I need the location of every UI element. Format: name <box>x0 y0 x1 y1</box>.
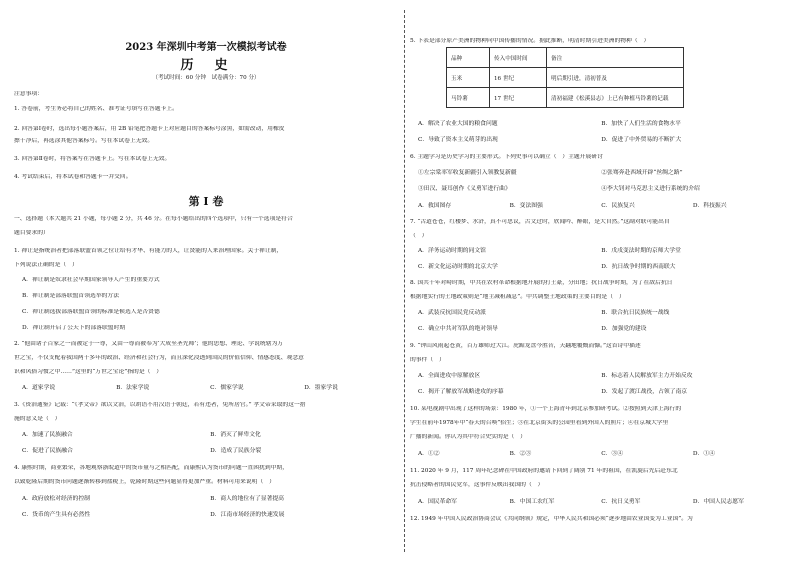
species-table <box>446 47 684 108</box>
notice-4: 4. 考试结束后，将本试卷和答题卡一并交回。 <box>14 174 132 180</box>
notice-2-cont: 擦干净后，再选涂其他答案标号。写在本试卷上无效。 <box>14 138 154 144</box>
q2-option-d: D．墨家学说 <box>304 385 338 391</box>
q10-stem-2: 学生在前年1978年中“春天的召唤”招生；③在北京街头的公园里看到外国人的照片；④在京城大学里 <box>410 420 669 426</box>
table-row <box>447 68 684 88</box>
q7-options-row-2 <box>410 264 792 271</box>
q4-option-a: A．政府放松对经济的控制 <box>22 496 90 502</box>
notice-1: 1. 答卷前，考生务必将自己的姓名、准考证号填写在答题卡上。 <box>14 106 178 112</box>
q9-option-a: A．全面进攻中原解放区 <box>418 373 481 379</box>
q2-option-c: C．儒家学说 <box>210 385 244 391</box>
q10-option-c: C．③④ <box>601 451 624 457</box>
q8-stem-1: 8. 国共十年对峙时期，中共在农村革命根据地开展的打土豪，分田地；抗日战争时期，为了在敌后抗日 <box>410 280 673 286</box>
q6-event-3: ③田汉、聂耳创作《义勇军进行曲》 <box>418 186 511 192</box>
q11-option-b: B．中国工农红军 <box>509 499 555 505</box>
q10-options <box>410 451 792 458</box>
q6-stem: 6. 主题学习是历史学习的主要形式。下列史事可以确立（ ）主题开展研讨 <box>410 154 603 160</box>
table-cell: 马铃薯 <box>447 88 490 108</box>
subject-title: 历 史 <box>180 58 232 73</box>
q6-options <box>410 203 792 210</box>
q4-stem-2: 以致乾隆后期的货币问题逐渐转移到盐税上，乾隆时期这些问题显得更加严重。材料可用来说明（ ） <box>14 479 275 485</box>
table-cell: 清初福建《松溪县志》上已有种植马铃薯的记载 <box>547 88 684 108</box>
q8-option-b: B．联合抗日民族统一战线 <box>601 310 670 316</box>
q6-option-a: A．救国图存 <box>418 203 452 209</box>
q6-event-2: ②张骞奔赴西域开辟“丝绸之路” <box>601 170 683 176</box>
q6-option-c: C．民族复兴 <box>601 203 635 209</box>
table-cell: 17 世纪 <box>490 88 547 108</box>
q7-stem-1: 7. “古道苍苍，红楼梦、水浒，真不可思议，古文过时，欣闻吟、醉眼，是大自然。”这副对联可能出自 <box>410 219 670 225</box>
q3-stem-1: 3.《资治通鉴》记载：“《孝文帝》欲以文治，以胡语不用汉语于朝廷，若有违者，免所居官。” 孝文帝采取的这一措 <box>14 402 306 408</box>
q10-stem-3: 广播的新闻。你认为其中符合史实的是（ ） <box>410 434 526 440</box>
table-cell: 玉米 <box>447 68 490 88</box>
table-header-cell: 传入中国时间 <box>490 48 547 68</box>
table-row <box>447 88 684 108</box>
q1-stem-1: 1. 禅让是指统治者把部落联盟首领之位让给有才华、有能力的人，让贤能的人来治理国家。关于禅让制， <box>14 248 283 254</box>
q6-event-4: ④李大钊对马克思主义进行系统的介绍 <box>601 186 700 192</box>
q2-option-b: B．法家学说 <box>116 385 150 391</box>
q8-options-row-2 <box>410 326 792 333</box>
q1-option-c: C．禅让制选拔部落联盟首领的标准是候选人是否贤德 <box>22 309 160 315</box>
q5-option-d: D．促进了中外贸易的不断扩大 <box>601 137 682 143</box>
q4-option-d: D．江南市场经济的快速发展 <box>210 512 285 518</box>
q3-option-c: C．促进了民族融合 <box>22 448 73 454</box>
q7-option-a: A．洋务运动时期的同文馆 <box>418 248 486 254</box>
q7-option-c: C．新文化运动时期的北京大学 <box>418 264 498 270</box>
instructions-line-2: 题目要求的） <box>14 230 49 236</box>
q10-option-d: D．①④ <box>692 451 715 457</box>
q4-option-b: B．商人的地位有了显著提高 <box>210 496 284 502</box>
q3-option-d: D．造成了民族分裂 <box>210 448 262 454</box>
q8-option-a: A．武装反抗国民党反动派 <box>418 310 486 316</box>
notice-heading: 注意事项： <box>14 91 43 97</box>
q3-option-a: A．加速了民族融合 <box>22 432 73 438</box>
exam-title: 2023 年深圳中考第一次模拟考试卷 <box>125 42 287 53</box>
q9-option-b: B．标志着人民解放军主力开始反攻 <box>601 373 693 379</box>
q12-stem-1: 12. 1949 年中国人民政治协商会议《共同纲领》规定，中华人民共和国必须“逐步地由农业国变为工业国”。为 <box>410 516 693 522</box>
q5-options-row-1 <box>410 121 792 128</box>
q6-events-row-1 <box>410 170 792 177</box>
q4-options-row-2 <box>14 512 406 519</box>
q9-options-row-2 <box>410 389 792 396</box>
q9-stem-2: 的事件（ ） <box>410 357 445 363</box>
q6-option-b: B．变法图强 <box>509 203 543 209</box>
q11-options <box>410 499 792 506</box>
column-divider <box>404 10 405 552</box>
q10-option-b: B．②③ <box>509 451 532 457</box>
q6-events-row-2 <box>410 186 792 193</box>
section-title: 第 Ⅰ 卷 <box>188 195 224 208</box>
table-cell: 明后期引进，清初普及 <box>547 68 684 88</box>
table-header-row <box>447 48 684 68</box>
q3-option-b: B．消灭了鲜卑文化 <box>210 432 261 438</box>
q10-stem-1: 10. 某电视剧中出现了这样的场景：1980 年，①一个上海青年到北京参加研考试。②按照到天津上海行的 <box>410 406 682 412</box>
table-header-cell: 品种 <box>447 48 490 68</box>
q8-option-c: C．确立中共对军队的绝对领导 <box>418 326 498 332</box>
instructions-line-1: 一、选择题（本大题共 21 小题，每小题 2 分，共 46 分。在每小题给出的四个选项中，只有一个选项是符合 <box>14 216 293 222</box>
q4-stem-1: 4. 康熙时期，商业繁荣，各地观察浙皖道中的货币量与之相匹配，而康熙认为货币的问题一直困扰到中期， <box>14 465 289 471</box>
q4-options-row-1 <box>14 496 406 503</box>
q9-stem-1: 9. “钟山风雨起苍黄，百万雄师过大江。虎踞龙盘今胜昔，天翻地覆慨而慷。”这首诗中描述 <box>410 343 641 349</box>
q11-option-a: A．国民革命军 <box>418 499 457 505</box>
q7-option-d: D．抗日战争时期的西南联大 <box>601 264 676 270</box>
q5-option-a: A．解决了农业大国的粮食问题 <box>418 121 498 127</box>
q3-options-row-2 <box>14 448 406 455</box>
q6-option-d: D．科技振兴 <box>692 203 727 209</box>
q1-option-b: B．禅让制是部落联盟首领选举的方法 <box>22 293 120 299</box>
q8-stem-2: 根据地实行的土地政策则是“地主减租减息”。中共调整土地政策的主要目的是（ ） <box>410 294 625 300</box>
q11-stem-2: 抗击侵略者的国民党军，这事件反映出我国的（ ） <box>410 482 544 488</box>
q11-option-d: D．中国人民志愿军 <box>692 499 744 505</box>
q7-option-b: B．戊戌变法时期的京师大学堂 <box>601 248 681 254</box>
q2-option-a: A．道家学说 <box>22 385 56 391</box>
q11-option-c: C．抗日义勇军 <box>601 499 641 505</box>
table-cell: 16 世纪 <box>490 68 547 88</box>
q1-stem-2: 下列说法正确的是（ ） <box>14 262 78 268</box>
q5-option-b: B．加快了人们生活的食物水平 <box>601 121 681 127</box>
q2-stem-1: 2. “他由诸子百家之一而被定于一尊，又由一尊而被奉为‘大成至圣先师’；他的思想、理论、学说统辖为万 <box>14 341 284 347</box>
q5-stem: 5. 下表是部分原产美洲的物种向中国传播的情况。据此推断，明清时期引进美洲的物种（ ） <box>410 38 650 44</box>
q11-stem-1: 11. 2020 年 9 月，117 周年纪念碑在中国政府的邀请下回到了阔别 71 年的祖国，在凯旋后先后赴东北 <box>410 468 678 474</box>
q9-option-d: D．发起了渡江战役，占领了南京 <box>601 389 688 395</box>
q3-options-row-1 <box>14 432 406 439</box>
exam-info: （考试时间：60 分钟 试卷满分：70 分） <box>152 75 260 81</box>
q9-option-c: C．揭开了解放军战略进攻的序幕 <box>418 389 504 395</box>
notice-3: 3. 回答第Ⅱ卷时，将答案写在答题卡上。写在本试卷上无效。 <box>14 156 171 162</box>
q9-options-row-1 <box>410 373 792 380</box>
q3-stem-2: 施的意义是（ ） <box>14 416 61 422</box>
left-column <box>14 8 398 556</box>
q8-options-row-1 <box>410 310 792 317</box>
q2-options <box>14 385 406 392</box>
q2-stem-3: 识和风俗习惯之中……”这里的“万世之宝论”指的是（ ） <box>14 369 163 375</box>
q10-option-a: A．①② <box>418 451 440 457</box>
notice-2: 2. 回答第Ⅰ卷时，选出每小题答案后，用 2B 铅笔把答题卡上对应题目的答案标号涂黑，如需改动，用橡皮 <box>14 126 285 132</box>
q6-event-1: ①左宗棠率军收复新疆引入领教复新疆 <box>418 170 517 176</box>
q7-stem-2: （ ） <box>410 233 428 239</box>
q2-stem-2: 世之宝，不仅支配着我国两千多年的政治、经济和社会行为，而且深化浸透到国民的价值信仰、情感态度、观念意 <box>14 355 304 361</box>
q8-option-d: D．加强党的建设 <box>601 326 647 332</box>
q7-options-row-1 <box>410 248 792 255</box>
q4-option-c: C．货币的产生具有必然性 <box>22 512 91 518</box>
q1-option-d: D．禅让制开启了公天下的部落联盟时期 <box>22 325 126 331</box>
q5-option-c: C．导致了资本主义萌芽的出现 <box>418 137 498 143</box>
table-header-cell: 备注 <box>547 48 684 68</box>
right-column <box>410 8 784 556</box>
q5-options-row-2 <box>410 137 792 144</box>
q1-option-a: A．禅让制是奴隶社会早期国家领导人产生的重要方式 <box>22 277 160 283</box>
